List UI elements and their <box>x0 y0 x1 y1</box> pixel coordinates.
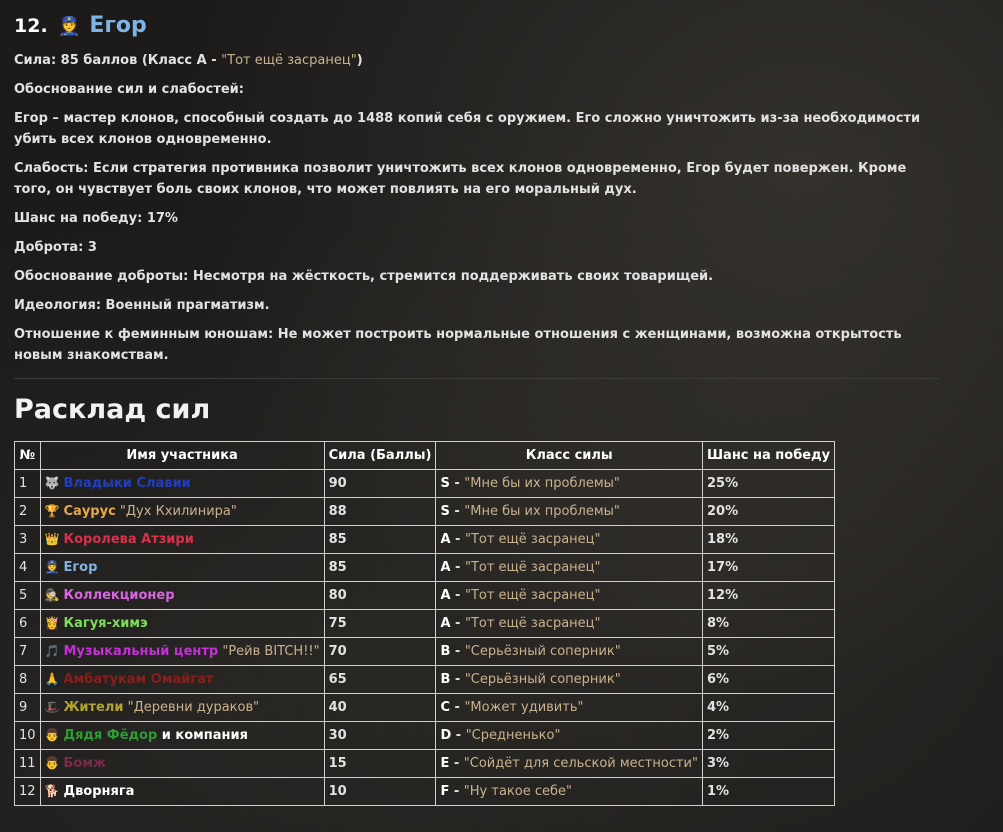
class-name: "Тот ещё засранец" <box>464 588 601 603</box>
police-officer-icon: 👮 <box>58 16 81 37</box>
power-class-cell <box>436 526 703 554</box>
table-row <box>15 554 835 582</box>
table-row <box>15 498 835 526</box>
strength-close: ) <box>356 53 363 68</box>
class-separator: - <box>450 532 465 547</box>
participant-name: Дворняга <box>63 784 135 799</box>
power-value: 88 <box>324 498 436 526</box>
participant-name: Коллекционер <box>63 588 175 603</box>
class-separator: - <box>450 672 465 687</box>
class-letter: S <box>440 476 450 491</box>
power-class-cell <box>436 498 703 526</box>
win-chance-value: 18% <box>702 526 834 554</box>
class-separator: - <box>450 644 465 659</box>
class-separator: - <box>450 616 465 631</box>
table-row <box>15 638 835 666</box>
power-value: 75 <box>324 610 436 638</box>
participant-icon: 🕵 <box>44 588 60 602</box>
class-letter: A <box>440 588 451 603</box>
class-name: "Тот ещё засранец" <box>464 560 601 575</box>
character-heading <box>14 12 944 40</box>
kindness-reason: Обоснование доброты: Несмотря на жёсткость, стремится поддерживать своих товарищей. <box>14 269 714 284</box>
participant-icon: 👸 <box>44 616 60 630</box>
table-header-row <box>15 442 835 470</box>
participant-icon: 🎩 <box>44 700 60 714</box>
power-value: 30 <box>324 722 436 750</box>
power-value: 10 <box>324 778 436 806</box>
character-name: Егор <box>89 13 147 38</box>
power-class-cell <box>436 666 703 694</box>
class-letter: C <box>440 700 450 715</box>
win-chance: Шанс на победу: 17% <box>14 211 178 226</box>
class-name: "Серьёзный соперник" <box>464 644 621 659</box>
class-letter: B <box>440 672 451 687</box>
participant-name: Королева Атзири <box>63 532 194 547</box>
table-row <box>15 722 835 750</box>
class-letter: F <box>440 784 450 799</box>
participant-cell <box>40 750 324 778</box>
participant-cell <box>40 778 324 806</box>
power-class-cell <box>436 470 703 498</box>
class-name: "Средненько" <box>465 728 561 743</box>
class-separator: - <box>449 784 464 799</box>
participant-suffix: "Дух Кхилинира" <box>115 504 237 519</box>
power-value: 80 <box>324 582 436 610</box>
class-separator: - <box>449 756 464 771</box>
win-chance-value: 12% <box>702 582 834 610</box>
header-number: № <box>15 442 41 470</box>
class-letter: A <box>440 560 451 575</box>
strength-line <box>14 50 944 71</box>
win-chance-value: 4% <box>702 694 834 722</box>
participant-cell <box>40 582 324 610</box>
power-class-cell <box>436 554 703 582</box>
row-number: 2 <box>15 498 41 526</box>
participant-icon: 👮 <box>44 560 60 574</box>
row-number: 3 <box>15 526 41 554</box>
character-number: 12. <box>14 15 48 37</box>
power-class-cell <box>436 610 703 638</box>
table-row <box>15 582 835 610</box>
header-power-class: Класс силы <box>436 442 703 470</box>
participant-name: Жители <box>63 700 124 715</box>
class-separator: - <box>450 560 465 575</box>
table-row <box>15 694 835 722</box>
class-letter: D <box>440 728 452 743</box>
win-chance-value: 3% <box>702 750 834 778</box>
article-content <box>14 0 944 806</box>
class-name: "Тот ещё засранец" <box>464 616 601 631</box>
participant-name: Дядя Фёдор <box>63 728 158 743</box>
power-value: 65 <box>324 666 436 694</box>
row-number: 10 <box>15 722 41 750</box>
participant-cell <box>40 498 324 526</box>
win-chance-value: 5% <box>702 638 834 666</box>
participant-suffix: "Деревни дураков" <box>123 700 260 715</box>
character-weakness: Слабость: Если стратегия противника позволит уничтожить всех клонов одновременно, Егор будет повержен. Кроме того, он чувствует боль своих клонов, что может повлиять на его моральный дух. <box>14 161 907 197</box>
participant-icon: 👨 <box>44 728 60 742</box>
character-description: Егор – мастер клонов, способный создать до 1488 копий себя с оружием. Его сложно уничтожить из-за необходимости убить всех клонов одновременно. <box>14 111 921 147</box>
power-class-cell <box>436 638 703 666</box>
participant-cell <box>40 638 324 666</box>
class-separator: - <box>450 588 465 603</box>
participant-name: Музыкальный центр <box>63 644 219 659</box>
row-number: 12 <box>15 778 41 806</box>
ideology: Идеология: Военный прагматизм. <box>14 298 270 313</box>
win-chance-value: 6% <box>702 666 834 694</box>
power-value: 40 <box>324 694 436 722</box>
participant-cell <box>40 610 324 638</box>
relation: Отношение к феминным юношам: Не может построить нормальные отношения с женщинами, возможна открытость новым знакомствам. <box>14 327 902 363</box>
class-name: "Может удивить" <box>464 700 584 715</box>
kindness: Доброта: 3 <box>14 240 97 255</box>
power-class-cell <box>436 694 703 722</box>
row-number: 11 <box>15 750 41 778</box>
power-value: 70 <box>324 638 436 666</box>
row-number: 8 <box>15 666 41 694</box>
power-class-cell <box>436 582 703 610</box>
section-divider <box>14 378 939 379</box>
table-row <box>15 750 835 778</box>
row-number: 4 <box>15 554 41 582</box>
class-name: "Мне бы их проблемы" <box>464 476 620 491</box>
participant-name: Амбатукам Омайгат <box>63 672 214 687</box>
power-value: 15 <box>324 750 436 778</box>
strength-class-quote: "Тот ещё засранец" <box>221 53 357 68</box>
table-row <box>15 526 835 554</box>
table-row <box>15 610 835 638</box>
participant-suffix: и компания <box>157 728 248 743</box>
participant-cell <box>40 470 324 498</box>
participant-icon: 🏆 <box>44 504 60 518</box>
power-class-cell <box>436 750 703 778</box>
row-number: 7 <box>15 638 41 666</box>
participant-cell <box>40 722 324 750</box>
class-letter: E <box>440 756 450 771</box>
section-title: Расклад сил <box>14 394 211 425</box>
participant-cell <box>40 666 324 694</box>
table-row <box>15 778 835 806</box>
class-separator: - <box>449 476 465 491</box>
win-chance-value: 2% <box>702 722 834 750</box>
participant-cell <box>40 694 324 722</box>
class-separator: - <box>451 728 466 743</box>
participant-icon: 🐕 <box>44 784 60 798</box>
participant-name: Кагуя-химэ <box>63 616 148 631</box>
power-class-cell <box>436 778 703 806</box>
participant-name: Егор <box>63 560 98 575</box>
participant-name: Владыки Славии <box>63 476 191 491</box>
participant-suffix: "Рейв BITCH!!" <box>218 644 320 659</box>
class-name: "Тот ещё засранец" <box>464 532 601 547</box>
class-separator: - <box>449 504 465 519</box>
class-letter: S <box>440 504 450 519</box>
justification-heading: Обоснование сил и слабостей: <box>14 82 244 97</box>
win-chance-value: 20% <box>702 498 834 526</box>
participant-name: Саурус <box>63 504 116 519</box>
row-number: 9 <box>15 694 41 722</box>
win-chance-value: 17% <box>702 554 834 582</box>
class-separator: - <box>450 700 465 715</box>
table-row <box>15 666 835 694</box>
class-name: "Мне бы их проблемы" <box>464 504 620 519</box>
table-row <box>15 470 835 498</box>
header-win-chance: Шанс на победу <box>702 442 834 470</box>
power-value: 85 <box>324 526 436 554</box>
class-name: "Сойдёт для сельской местности" <box>463 756 698 771</box>
row-number: 5 <box>15 582 41 610</box>
participant-icon: 🙏 <box>44 672 60 686</box>
header-power: Сила (Баллы) <box>324 442 436 470</box>
win-chance-value: 1% <box>702 778 834 806</box>
win-chance-value: 8% <box>702 610 834 638</box>
class-letter: B <box>440 644 451 659</box>
win-chance-value: 25% <box>702 470 834 498</box>
class-letter: A <box>440 532 451 547</box>
participant-icon: 🐺 <box>44 476 60 490</box>
row-number: 1 <box>15 470 41 498</box>
row-number: 6 <box>15 610 41 638</box>
power-class-cell <box>436 722 703 750</box>
header-participant-name: Имя участника <box>40 442 324 470</box>
participant-icon: 👑 <box>44 532 60 546</box>
participant-icon: 🎵 <box>44 644 60 658</box>
participant-icon: 👨 <box>44 756 60 770</box>
participant-cell <box>40 554 324 582</box>
power-ranking-table <box>14 441 835 806</box>
power-value: 85 <box>324 554 436 582</box>
class-name: "Серьёзный соперник" <box>464 672 621 687</box>
table-body <box>15 470 835 806</box>
power-value: 90 <box>324 470 436 498</box>
strength-label: Сила: 85 баллов (Класс А - <box>14 53 222 68</box>
class-letter: A <box>440 616 451 631</box>
participant-name: Бомж <box>63 756 106 771</box>
participant-cell <box>40 526 324 554</box>
class-name: "Ну такое себе" <box>463 784 572 799</box>
